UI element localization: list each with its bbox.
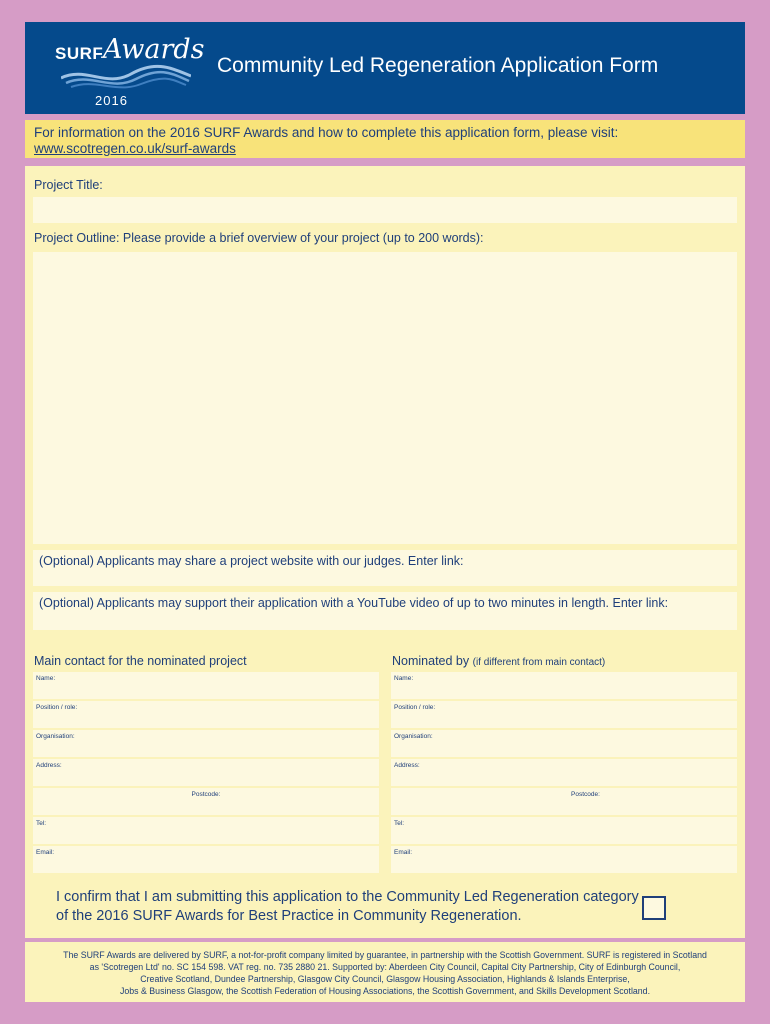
nominator-email-field[interactable]: [391, 846, 737, 873]
nominator-position-label: Position / role:: [394, 704, 436, 711]
confirmation-line-1: I confirm that I am submitting this application to the Community Led Regeneration category: [56, 889, 639, 905]
nominator-postcode-label: Postcode:: [571, 791, 600, 798]
project-title-label: Project Title:: [34, 178, 103, 192]
contact-tel-field[interactable]: [33, 817, 379, 844]
contact-postcode-label: Postcode:: [191, 791, 221, 798]
nominator-address-field[interactable]: [391, 759, 737, 786]
youtube-link-label: (Optional) Applicants may support their application with a YouTube video of up to two minutes in length. Enter link:: [39, 596, 669, 610]
contact-name-label: Name:: [36, 675, 56, 682]
contact-organisation-field[interactable]: [33, 730, 379, 757]
nominator-tel-field[interactable]: [391, 817, 737, 844]
nominator-postcode-field[interactable]: [391, 788, 737, 815]
contact-address-field[interactable]: [33, 759, 379, 786]
contact-tel-label: Tel:: [36, 820, 47, 827]
logo-awards-text: Awards: [103, 34, 205, 65]
project-title-input[interactable]: [33, 197, 737, 223]
contact-position-field[interactable]: [33, 701, 379, 728]
nominator-email-label: Email:: [394, 849, 413, 856]
youtube-link-input[interactable]: [33, 592, 737, 630]
info-banner: [25, 120, 745, 158]
nominator-address-label: Address:: [394, 762, 420, 769]
footer-notice: [25, 942, 745, 1002]
nominated-by-title: Nominated by: [392, 654, 470, 668]
website-link-label: (Optional) Applicants may share a project website with our judges. Enter link:: [39, 554, 464, 568]
info-text: For information on the 2016 SURF Awards and how to complete this application form, please visit:: [34, 125, 619, 140]
nominator-position-field[interactable]: [391, 701, 737, 728]
footer-line-4: Jobs & Business Glasgow, the Scottish Federation of Housing Associations, the Scottish Government, and Skills Development Scotland.: [119, 986, 651, 996]
surf-awards-logo: [47, 30, 205, 110]
contact-email-field[interactable]: [33, 846, 379, 873]
contact-postcode-field[interactable]: [33, 788, 379, 815]
main-contact-heading: Main contact for the nominated project: [34, 654, 247, 668]
nominator-name-label: Name:: [394, 675, 414, 682]
nominated-by-heading: [392, 654, 605, 668]
contact-name-field[interactable]: [33, 672, 379, 699]
contact-position-label: Position / role:: [36, 704, 78, 711]
contact-email-label: Email:: [36, 849, 55, 856]
confirmation-line-2: of the 2016 SURF Awards for Best Practice in Community Regeneration.: [56, 908, 522, 924]
nominator-tel-label: Tel:: [394, 820, 405, 827]
nominator-organisation-field[interactable]: [391, 730, 737, 757]
contact-organisation-label: Organisation:: [36, 733, 75, 740]
website-link-input[interactable]: [33, 550, 737, 586]
project-outline-label: Project Outline: Please provide a brief overview of your project (up to 200 words):: [34, 231, 484, 245]
page-title: Community Led Regeneration Application Form: [217, 54, 659, 77]
form-header: [25, 22, 745, 114]
confirmation-checkbox[interactable]: [642, 896, 666, 920]
footer-line-2: as 'Scotregen Ltd' no. SC 154 598. VAT reg. no. 735 2880 21. Supported by: Aberdeen City Council, Capital City Partnership, City of Edinburgh Council,: [89, 962, 681, 972]
info-link[interactable]: www.scotregen.co.uk/surf-awards: [34, 141, 236, 156]
nominator-organisation-label: Organisation:: [394, 733, 433, 740]
nominator-name-field[interactable]: [391, 672, 737, 699]
project-outline-textarea[interactable]: [33, 252, 737, 544]
confirmation-statement: [56, 888, 639, 926]
logo-surf-text: SURF: [55, 44, 104, 63]
logo-wave-icon: [61, 64, 191, 90]
footer-line-1: The SURF Awards are delivered by SURF, a not-for-profit company limited by guarantee, in partnership with the Scottish Government. SURF is registered in Scotland: [63, 950, 707, 960]
nominated-by-note: (if different from main contact): [472, 657, 606, 668]
contact-address-label: Address:: [36, 762, 62, 769]
footer-line-3: Creative Scotland, Dundee Partnership, Glasgow City Council, Glasgow Housing Association, Highlands & Islands Enterprise,: [140, 974, 630, 984]
logo-year: 2016: [95, 93, 128, 108]
application-form: [25, 166, 745, 938]
